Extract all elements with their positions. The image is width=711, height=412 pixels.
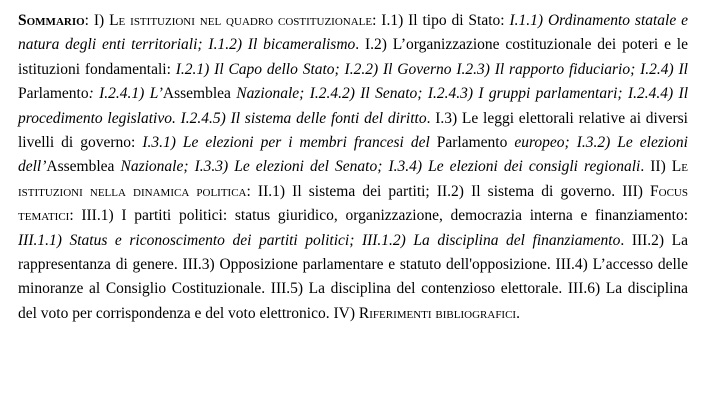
summary-segment: europeo; I.3.2) Le elezioni dell’ <box>18 134 688 176</box>
summary-segment: Riferimenti bibliografici <box>358 304 517 322</box>
summary-segment: . I.3) Le leggi elettorali relative ai diversi livelli di governo: <box>18 109 688 152</box>
summary-segment: Le istituzioni nella dinamica politica <box>18 158 688 200</box>
summary-segment: Parlamento <box>436 134 508 152</box>
summary-segment: : III.1) I partiti politici: status giuridico, organizzazione, democrazia interna e finanziamento: <box>69 207 688 225</box>
summary-segment: Focus tematici <box>18 182 688 225</box>
summary-segment: Parlamento <box>18 85 89 103</box>
document-page <box>18 9 688 326</box>
summary-segment: : II.1) Il sistema dei partiti; II.2) Il sistema di governo. III) <box>246 182 651 200</box>
summary-segment: Nazionale; I.2.4.2) Il Senato; I.2.4.3) I gruppi parlamentari; I.2.4.4) Il procedimento legislativo. I.2.4.5) Il sistema delle fonti del diritto <box>18 85 688 127</box>
summary-paragraph <box>18 9 688 326</box>
summary-segment: Assemblea <box>46 158 121 176</box>
summary-segment: III.1.1) Status e riconoscimento dei partiti politici; III.1.2) La disciplina del finanziamento <box>18 231 621 249</box>
summary-segment: : I) <box>84 12 110 29</box>
summary-segment: : I.2.4.1) L’ <box>88 85 163 103</box>
summary-segment: . III.2) La rappresentanza di genere. III.3) Opposizione parlamentare e statuto dell'opposizione. III.4) L’accesso delle minoranze al Consiglio Costituzionale. III.5) La disciplina del contenzioso elettorale. III.6) La disciplina del voto per corrispondenza e del voto elettronico. IV) <box>18 231 688 322</box>
summary-segment: Nazionale; I.3.3) Le elezioni del Senato; I.3.4) Le elezioni dei consigli regionali <box>120 158 641 176</box>
summary-segment: I.2.1) Il Capo dello Stato; I.2.2) Il Governo I.2.3) Il rapporto fiduciario; I.2.4) Il <box>175 60 688 78</box>
summary-segment: I.3.1) Le elezioni per i membri francesi del <box>142 134 437 152</box>
summary-segment: : I.1) Il tipo di Stato: <box>372 12 510 29</box>
summary-segment: Assemblea <box>162 85 237 103</box>
summary-segment: Le istituzioni nel quadro costituzionale <box>109 12 373 29</box>
summary-segment: I.1.1) Ordinamento statale e natura degli enti territoriali; I.1.2) Il bicameralismo <box>18 12 689 54</box>
summary-segment: . I.2) L’organizzazione costituzionale dei poteri e le istituzioni fondamentali: <box>18 36 688 78</box>
summary-segment: . <box>516 304 520 322</box>
summary-heading: Sommario <box>18 12 85 29</box>
summary-segment: . II) <box>640 158 672 176</box>
